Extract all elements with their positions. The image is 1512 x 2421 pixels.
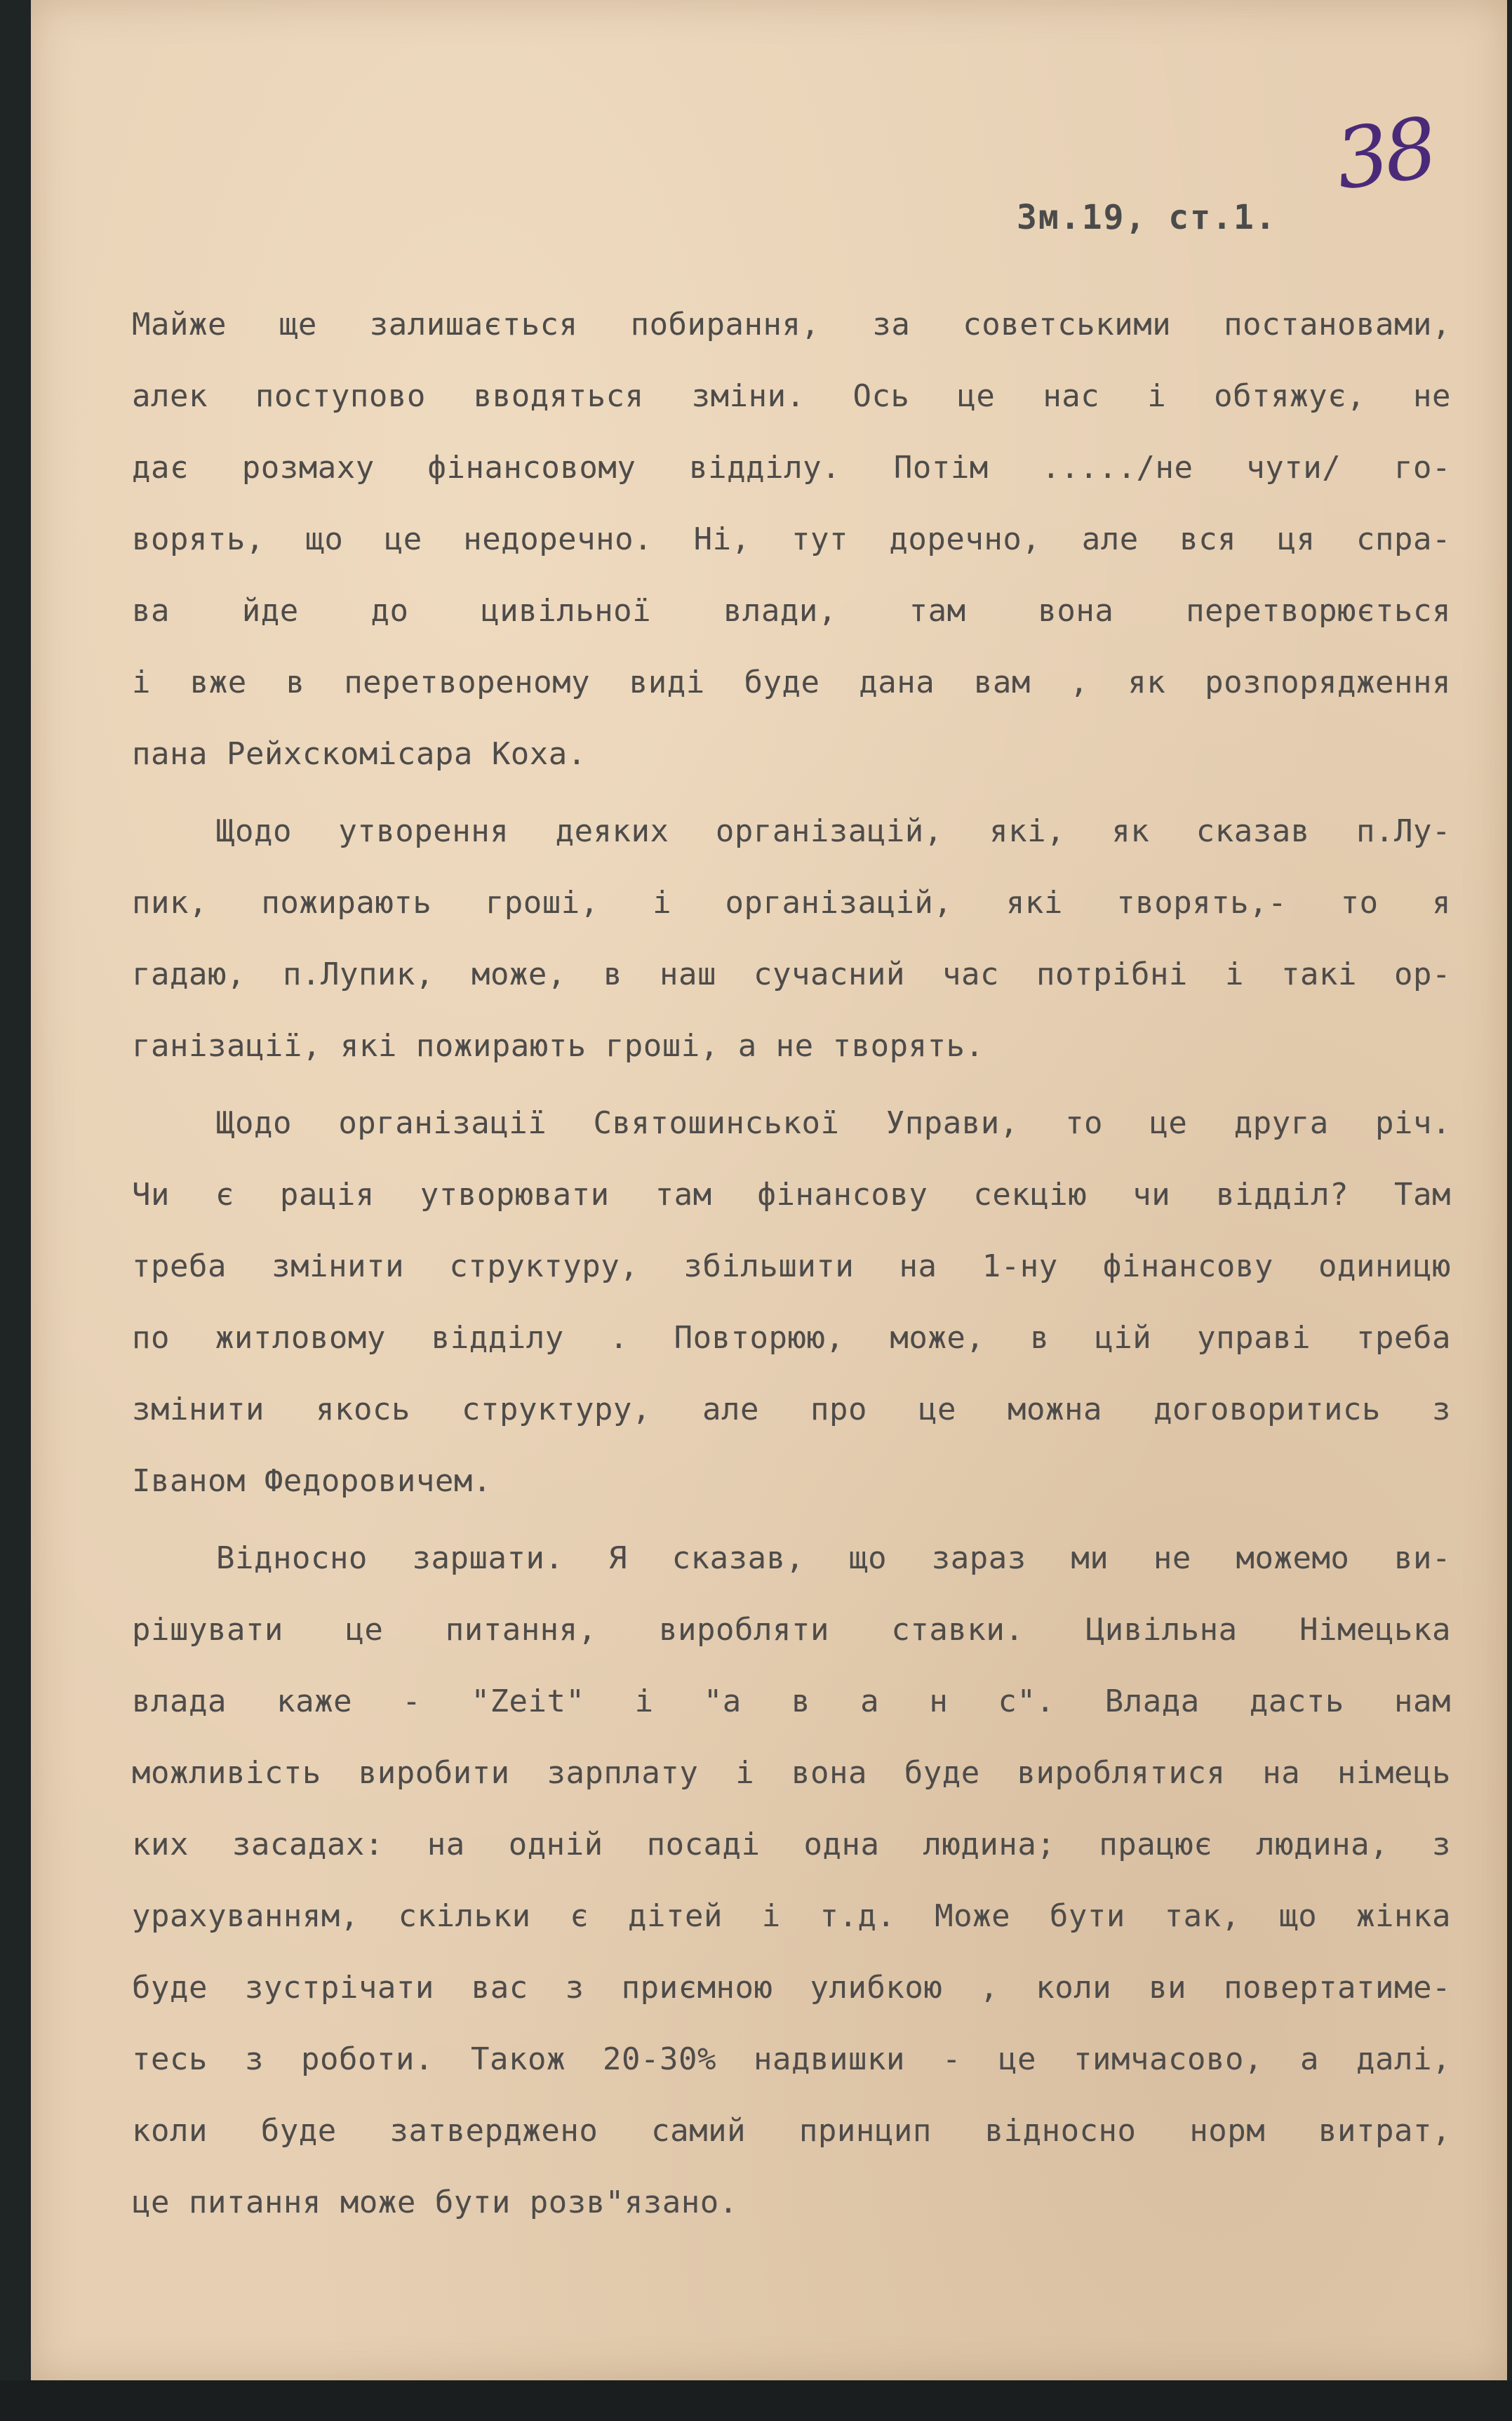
paragraph-1 <box>132 289 1451 790</box>
text-line: ворять, що це недоречно. Ні, тут доречно, але вся ця спра- <box>132 521 1451 557</box>
text-line: ва йде до цивільної влади, там вона перетворюється <box>132 593 1451 629</box>
text-line: коли буде затверджено самий принцип відносно норм витрат, <box>132 2113 1451 2149</box>
text-line: гадаю, п.Лупик, може, в наш сучасний час потрібні і такі ор- <box>132 956 1451 992</box>
text-line: Щодо організації Святошинської Управи, то це друга річ. <box>216 1105 1451 1141</box>
paragraph-4 <box>132 1523 1451 2239</box>
text-line: ких засадах: на одній посаді одна людина; працює людина, з <box>132 1827 1451 1862</box>
text-line: Щодо утворення деяких організацій, які, як сказав п.Лу- <box>216 813 1451 849</box>
text-line: Чи є рація утворювати там фінансову секцію чи відділ? Там <box>132 1177 1451 1213</box>
text-line: алек поступово вводяться зміни. Ось це нас і обтяжує, не <box>132 378 1451 414</box>
paragraph-2 <box>132 796 1451 1082</box>
text-line: можливість виробити зарплату і вона буде вироблятися на німець <box>132 1755 1451 1791</box>
text-line: Іваном Федоровичем. <box>132 1463 492 1499</box>
folio-number: 38 <box>1330 99 1440 208</box>
text-line: ганізації, які пожирають гроші, а не творять. <box>132 1028 984 1064</box>
text-line: пик, пожирають гроші, і організацій, які творять,- то я <box>132 885 1451 921</box>
text-line: Відносно заршати. Я сказав, що зараз ми не можемо ви- <box>216 1540 1451 1576</box>
page-reference: Зм.19, ст.1. <box>1017 198 1277 237</box>
text-line: урахуванням, скільки є дітей і т.д. Може бути так, що жінка <box>132 1898 1451 1934</box>
paragraph-3 <box>132 1088 1451 1517</box>
scan-background-edge <box>0 2380 1512 2421</box>
text-line: змінити якось структуру, але про це можна договоритись з <box>132 1392 1451 1427</box>
text-line: треба змінити структуру, збільшити на 1-ну фінансову одиницю <box>132 1248 1451 1284</box>
text-line: рішувати це питання, виробляти ставки. Цивільна Німецька <box>132 1612 1451 1648</box>
text-line: буде зустрічати вас з приємною улибкою , коли ви повертатиме- <box>132 1970 1451 2006</box>
text-line: влада каже - "Zeit" і "а в а н с". Влада дасть нам <box>132 1683 1451 1719</box>
text-line: пана Рейхскомісара Коха. <box>132 736 587 772</box>
document-body <box>132 289 1451 2244</box>
text-line: по житловому відділу . Повторюю, може, в цій управі треба <box>132 1320 1451 1356</box>
text-line: це питання може бути розв"язано. <box>132 2185 738 2220</box>
text-line: дає розмаху фінансовому відділу. Потім ...../не чути/ го- <box>132 450 1451 486</box>
text-line: і вже в перетвореному виді буде дана вам , як розпорядження <box>132 665 1451 700</box>
text-line: Майже ще залишається побирання, за советськими постановами, <box>132 307 1451 342</box>
text-line: тесь з роботи. Також 20-30% надвишки - це тимчасово, а далі, <box>132 2041 1451 2077</box>
